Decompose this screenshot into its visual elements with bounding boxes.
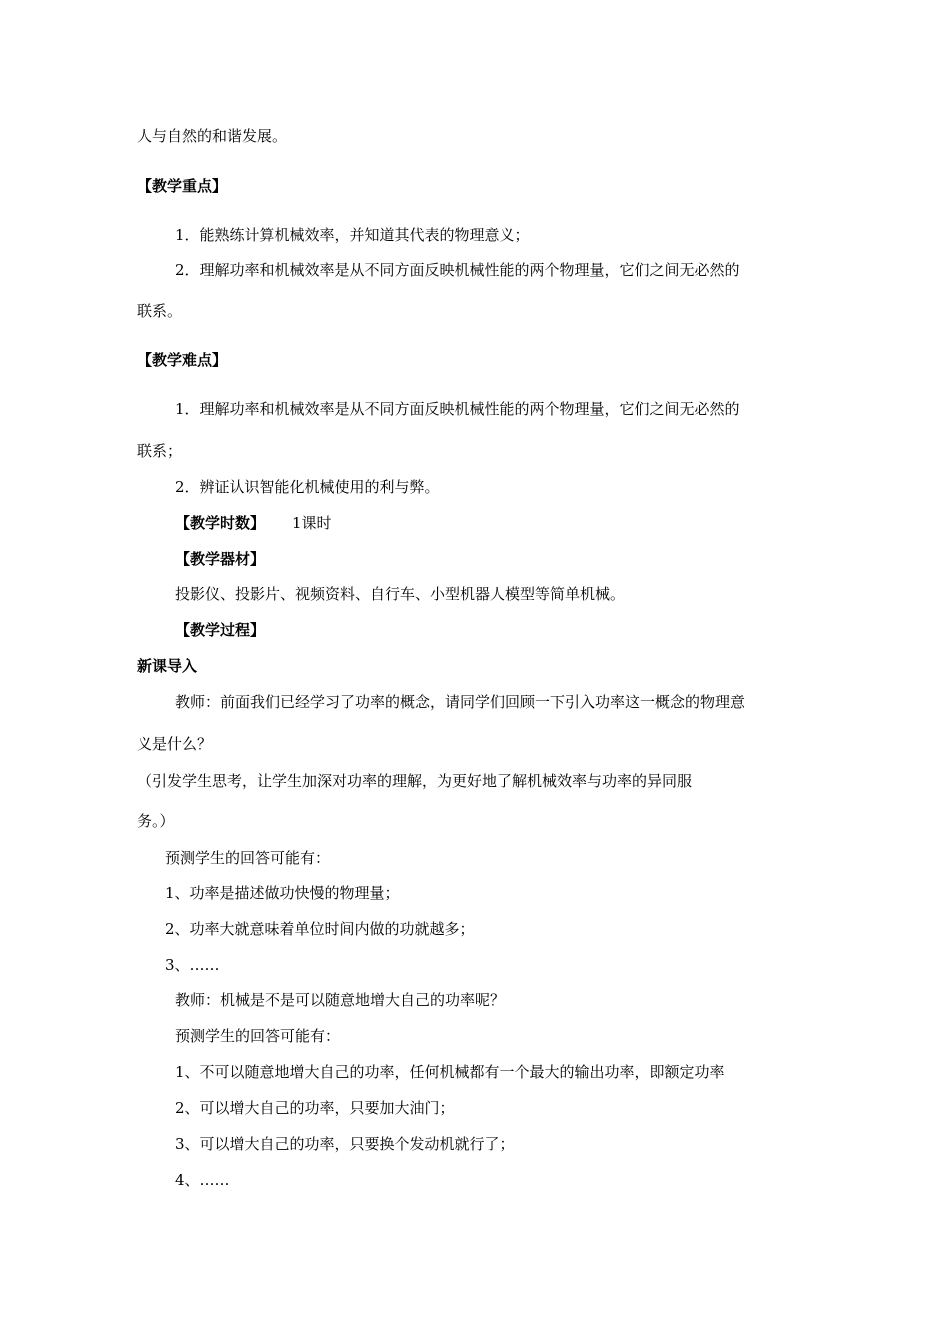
- prediction-intro-1: 预测学生的回答可能有：: [165, 849, 331, 867]
- difficult-point-1-line1: 1．理解功率和机械效率是从不同方面反映机械性能的两个物理量，它们之间无必然的: [175, 400, 740, 418]
- key-point-2-line1: 2．理解功率和机械效率是从不同方面反映机械性能的两个物理量，它们之间无必然的: [175, 261, 740, 279]
- prediction-2-answer-1: 1、不可以随意地增大自己的功率，任何机械都有一个最大的输出功率，即额定功率: [175, 1063, 725, 1081]
- difficult-point-2: 2．辨证认识智能化机械使用的利与弊。: [175, 478, 440, 496]
- intro-closing-line: 人与自然的和谐发展。: [137, 127, 288, 145]
- note-line2: 务。）: [137, 812, 175, 830]
- teacher-question-1-line2: 义是什么？: [137, 735, 213, 753]
- prediction-2-answer-4: 4、……: [175, 1171, 230, 1189]
- prediction-2-answer-2: 2、可以增大自己的功率，只要加大油门；: [175, 1099, 455, 1117]
- key-points-heading: 【教学重点】: [137, 177, 228, 195]
- prediction-1-answer-3: 3、……: [165, 956, 220, 974]
- prediction-1-answer-1: 1、功率是描述做功快慢的物理量；: [165, 884, 400, 902]
- prediction-1-answer-2: 2、功率大就意味着单位时间内做的功就越多；: [165, 920, 475, 938]
- difficult-points-heading: 【教学难点】: [137, 351, 228, 369]
- teacher-question-1-line1: 教师：前面我们已经学习了功率的概念，请同学们回顾一下引入功率这一概念的物理意: [175, 693, 746, 711]
- prediction-2-answer-3: 3、可以增大自己的功率，只要换个发动机就行了；: [175, 1135, 515, 1153]
- hours-value: 1课时: [292, 514, 332, 532]
- equipment-heading: 【教学器材】: [175, 550, 266, 568]
- difficult-point-1-line2: 联系；: [137, 442, 183, 460]
- process-heading: 【教学过程】: [175, 621, 266, 639]
- new-lesson-heading: 新课导入: [137, 657, 198, 675]
- note-line1: （引发学生思考，让学生加深对功率的理解，为更好地了解机械效率与功率的异同服: [137, 772, 693, 790]
- key-point-1: 1．能熟练计算机械效率，并知道其代表的物理意义；: [175, 226, 530, 244]
- equipment-text: 投影仪、投影片、视频资料、自行车、小型机器人模型等简单机械。: [175, 585, 626, 603]
- hours-heading: 【教学时数】: [175, 514, 266, 532]
- prediction-intro-2: 预测学生的回答可能有：: [175, 1027, 341, 1045]
- key-point-2-line2: 联系。: [137, 302, 183, 320]
- teacher-question-2: 教师：机械是不是可以随意地增大自己的功率呢？: [175, 991, 506, 1009]
